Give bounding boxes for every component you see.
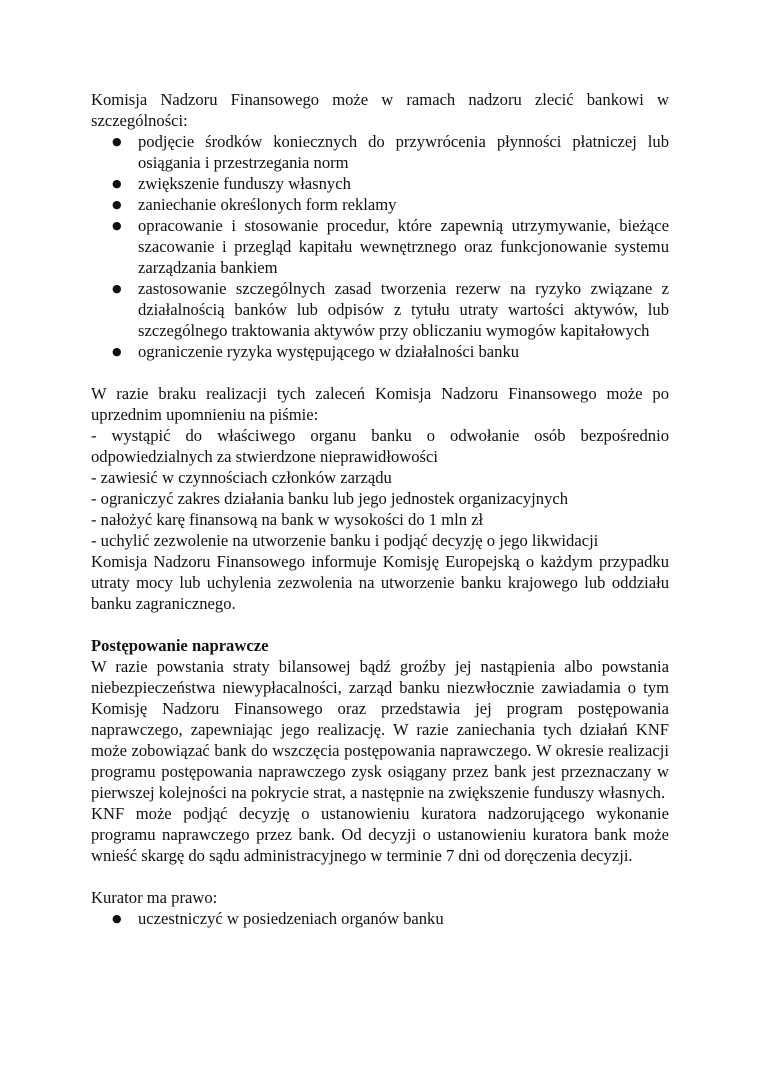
sanction-item: - ograniczyć zakres działania banku lub jego jednostek organizacyjnych <box>91 489 569 508</box>
curator-rights-list <box>91 908 669 929</box>
sanction-item: - zawiesić w czynnościach członków zarządu <box>91 468 392 487</box>
sanction-item: - wystąpić do właściwego organu banku o odwołanie osób bezpośrednio odpowiedzialnych za stwierdzone nieprawidłowości <box>91 426 669 466</box>
bullet-icon: ● <box>112 345 122 358</box>
list-item-text: opracowanie i stosowanie procedur, które zapewnią utrzymywanie, bieżące szacowanie i przegląd kapitału wewnętrznego oraz funkcjonowanie systemu zarządzania bankiem <box>138 216 669 277</box>
list-item <box>112 908 669 929</box>
intro-paragraph: Komisja Nadzoru Finansowego może w ramach nadzoru zlecić bankowi w szczególności: <box>91 90 669 130</box>
list-item <box>112 341 669 362</box>
document-page <box>91 89 669 929</box>
list-item-text: zaniechanie określonych form reklamy <box>138 195 397 214</box>
list-item <box>112 215 669 278</box>
recovery-paragraph: W razie powstania straty bilansowej bądź groźby jej nastąpienia albo powstania niebezpieczeństwa niewypłacalności, zarząd banku niezwłocznie zawiadamia o tym Komisję Nadzoru Finansowego oraz przedstawia jej program postępowania naprawczego, zapewniając jego realizację. W razie zaniechania tych działań KNF może zobowiązać bank do wszczęcia postępowania naprawczego. W okresie realizacji programu postępowania naprawczego zysk osiągany przez bank jest przeznaczany w pierwszej kolejności na pokrycie strat, a następnie na zwiększenie funduszy własnych. <box>91 657 669 802</box>
bullet-icon: ● <box>112 198 122 211</box>
list-item <box>112 194 669 215</box>
paragraph-gap <box>91 362 669 383</box>
list-item-text: zwiększenie funduszy własnych <box>138 174 351 193</box>
bullet-icon: ● <box>112 282 122 295</box>
list-item-text: ograniczenie ryzyka występującego w działalności banku <box>138 342 520 361</box>
list-item <box>112 131 669 173</box>
bullet-icon: ● <box>112 219 122 232</box>
curator-paragraph: KNF może podjąć decyzję o ustanowieniu kuratora nadzorującego wykonanie programu naprawczego przez bank. Od decyzji o ustanowieniu kuratora bank może wnieść skargę do sądu administracyjnego w terminie 7 dni od doręczenia decyzji. <box>91 804 669 865</box>
list-item <box>112 278 669 341</box>
list-item-text: podjęcie środków koniecznych do przywrócenia płynności płatniczej lub osiągania i przestrzegania norm <box>138 132 669 172</box>
bullet-icon: ● <box>112 177 122 190</box>
sanctions-intro: W razie braku realizacji tych zaleceń Komisja Nadzoru Finansowego może po uprzednim upomnieniu na piśmie: <box>91 384 669 424</box>
paragraph-gap <box>91 866 669 887</box>
sanction-item: - nałożyć karę finansową na bank w wysokości do 1 mln zł <box>91 510 484 529</box>
section-heading: Postępowanie naprawcze <box>91 636 269 655</box>
sanction-item: - uchylić zezwolenie na utworzenie banku i podjąć decyzję o jego likwidacji <box>91 531 599 550</box>
list-item-text: uczestniczyć w posiedzeniach organów banku <box>138 909 444 928</box>
curator-intro: Kurator ma prawo: <box>91 888 218 907</box>
paragraph-gap <box>91 614 669 635</box>
bullet-icon: ● <box>112 912 122 925</box>
recommendations-list <box>91 131 669 362</box>
bullet-icon: ● <box>112 135 122 148</box>
list-item <box>112 173 669 194</box>
list-item-text: zastosowanie szczególnych zasad tworzenia rezerw na ryzyko związane z działalnością banków lub odpisów z tytułu utraty wartości aktywów, lub szczególnego traktowania aktywów przy obliczaniu wymogów kapitałowych <box>138 279 669 340</box>
sanctions-note: Komisja Nadzoru Finansowego informuje Komisję Europejską o każdym przypadku utraty mocy lub uchylenia zezwolenia na utworzenie banku krajowego lub oddziału banku zagranicznego. <box>91 552 669 613</box>
